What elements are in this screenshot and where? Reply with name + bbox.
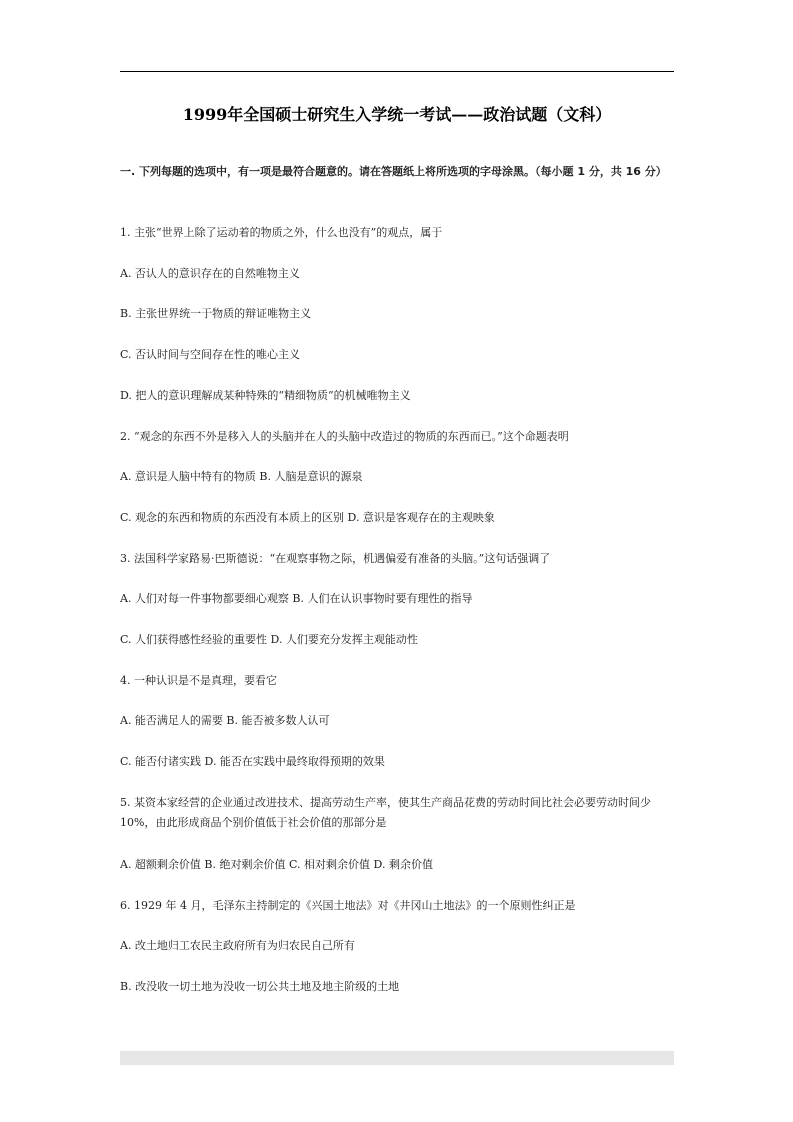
option-4cd: C. 能否付诸实践 D. 能否在实践中最终取得预期的效果 [120, 755, 385, 768]
page-title: 1999年全国硕士研究生入学统一考试——政治试题（文科） [182, 105, 612, 124]
option-1a: A. 否认人的意识存在的自然唯物主义 [120, 267, 300, 280]
option-2ab: A. 意识是人脑中特有的物质 B. 人脑是意识的源泉 [120, 470, 363, 483]
option-3cd: C. 人们获得感性经验的重要性 D. 人们要充分发挥主观能动性 [120, 633, 418, 646]
section-instruction: 一. 下列每题的选项中，有一项是最符合题意的。请在答题纸上将所选项的字母涂黑。（每小题 1 分，共 16 分） [120, 165, 667, 178]
question-3: 3. 法国科学家路易·巴斯德说：“在观察事物之际，机遇偏爱有准备的头脑。”这句话强调了 [120, 552, 551, 565]
option-1b: B. 主张世界统一于物质的辩证唯物主义 [120, 307, 312, 320]
option-4ab: A. 能否满足人的需要 B. 能否被多数人认可 [120, 714, 330, 727]
question-1: 1. 主张“世界上除了运动着的物质之外，什么也没有”的观点，属于 [120, 226, 443, 239]
option-5: A. 超额剩余价值 B. 绝对剩余价值 C. 相对剩余价值 D. 剩余价值 [120, 858, 433, 871]
question-2: 2. “观念的东西不外是移入人的头脑并在人的头脑中改造过的物质的东西而已。”这个命题表明 [120, 430, 569, 443]
footer-bar [120, 1051, 674, 1065]
option-3ab: A. 人们对每一件事物都要细心观察 B. 人们在认识事物时要有理性的指导 [120, 592, 473, 605]
question-4: 4. 一种认识是不是真理，要看它 [120, 674, 277, 687]
question-6: 6. 1929 年 4 月，毛泽东主持制定的《兴国土地法》对《井冈山土地法》的一个原则性纠正是 [120, 899, 576, 912]
question-5: 5. 某资本家经营的企业通过改进技术、提高劳动生产率，使其生产商品花费的劳动时间比社会必要劳动时间少 10%，由此形成商品个别价值低于社会价值的那部分是 [120, 796, 651, 829]
option-1d: D. 把人的意识理解成某种特殊的“精细物质”的机械唯物主义 [120, 389, 411, 402]
option-6b: B. 改没收一切土地为没收一切公共土地及地主阶级的土地 [120, 980, 400, 993]
option-2cd: C. 观念的东西和物质的东西没有本质上的区别 D. 意识是客观存在的主观映象 [120, 511, 495, 524]
option-1c: C. 否认时间与空间存在性的唯心主义 [120, 348, 301, 361]
option-6a: A. 改土地归工农民主政府所有为归农民自己所有 [120, 939, 355, 952]
header-rule [120, 71, 674, 72]
